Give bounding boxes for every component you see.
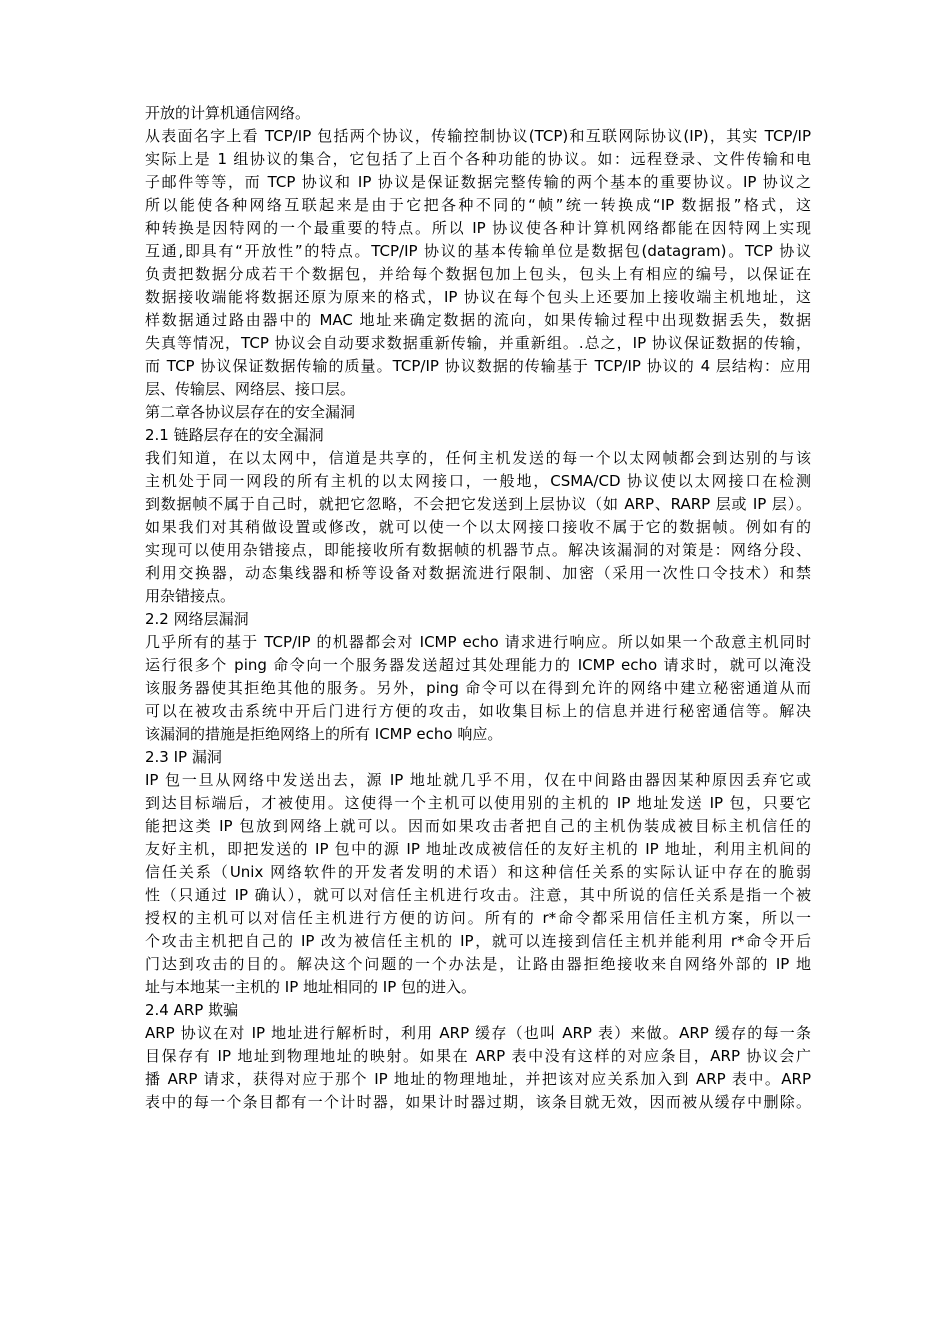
paragraph-line: 样数据通过路由器中的 MAC 地址来确定数据的流向，如果传输过程中出现数据丢失，数据 [145, 311, 811, 329]
paragraph-line: 信任关系（Unix 网络软件的开发者发明的术语）和这种信任关系的实际认证中存在的脆弱 [145, 863, 811, 881]
paragraph-line: 到达目标端后，才被使用。这使得一个主机可以使用别的主机的 IP 地址发送 IP 包，只要它 [145, 794, 811, 812]
paragraph-line: 目保存有 IP 地址到物理地址的映射。如果在 ARP 表中没有这样的对应条目，ARP 协议会广 [145, 1047, 811, 1065]
paragraph-line: 数据接收端能将数据还原为原来的格式，IP 协议在每个包头上还要加上接收端主机地址，这 [145, 288, 811, 306]
section-heading: 2.4 ARP 欺骗 [145, 1001, 239, 1019]
paragraph-line: 实际上是 1 组协议的集合，它包括了上百个各种功能的协议。如：远程登录、文件传输和电 [145, 150, 811, 168]
paragraph-line: 失真等情况，TCP 协议会自动要求数据重新传输，并重新组。.总之，IP 协议保证数据的传输， [145, 334, 811, 352]
paragraph-line: 运行很多个 ping 命令向一个服务器发送超过其处理能力的 ICMP echo 请求时，就可以淹没 [145, 656, 811, 674]
paragraph-line: 从表面名字上看 TCP/IP 包括两个协议，传输控制协议(TCP)和互联网际协议(IP)，其实 TCP/IP [145, 127, 811, 145]
paragraph-line: 主机处于同一网段的所有主机的以太网接口，一般地，CSMA/CD 协议使以太网接口在检测 [145, 472, 811, 490]
paragraph-line: 如果我们对其稍做设置或修改，就可以使一个以太网接口接收不属于它的数据帧。例如有的 [145, 518, 811, 536]
paragraph-line: 授权的主机可以对信任主机进行方便的访问。所有的 r*命令都采用信任主机方案，所以一 [145, 909, 811, 927]
paragraph-line: 用杂错接点。 [145, 587, 236, 605]
paragraph-line: 种转换是因特网的一个最重要的特点。所以 IP 协议使各种计算机网络都能在因特网上实现 [145, 219, 811, 237]
paragraph-line: 能把这类 IP 包放到网络上就可以。因而如果攻击者把自己的主机伪装成被目标主机信任的 [145, 817, 811, 835]
paragraph-line: 到数据帧不属于自己时，就把它忽略，不会把它发送到上层协议（如 ARP、RARP 层或 IP 层）。 [145, 495, 811, 513]
paragraph-line: 播 ARP 请求，获得对应于那个 IP 地址的物理地址，并把该对应关系加入到 ARP 表中。ARP [145, 1070, 811, 1088]
paragraph-line: 而 TCP 协议保证数据传输的质量。TCP/IP 协议数据的传输基于 TCP/IP 协议的 4 层结构：应用 [145, 357, 811, 375]
paragraph-line: 所以能使各种网络互联起来是由于它把各种不同的“帧”统一转换成“IP 数据报”格式，这 [145, 196, 811, 214]
paragraph-line: 实现可以使用杂错接点，即能接收所有数据帧的机器节点。解决该漏洞的对策是：网络分段、 [145, 541, 811, 559]
paragraph-line: 负责把数据分成若干个数据包，并给每个数据包加上包头，包头上有相应的编号，以保证在 [145, 265, 811, 283]
paragraph-line: 个攻击主机把自己的 IP 改为被信任主机的 IP，就可以连接到信任主机并能利用 r*命令开后 [145, 932, 811, 950]
chapter-heading: 第二章各协议层存在的安全漏洞 [145, 403, 356, 421]
paragraph-line: 子邮件等等，而 TCP 协议和 IP 协议是保证数据完整传输的两个基本的重要协议。IP 协议之 [145, 173, 811, 191]
paragraph-line: ARP 协议在对 IP 地址进行解析时，利用 ARP 缓存（也叫 ARP 表）来做。ARP 缓存的每一条 [145, 1024, 811, 1042]
paragraph-line: IP 包一旦从网络中发送出去，源 IP 地址就几乎不用，仅在中间路由器因某种原因丢弃它或 [145, 771, 811, 789]
section-heading: 2.2 网络层漏洞 [145, 610, 249, 628]
paragraph-line: 该漏洞的措施是拒绝网络上的所有 ICMP echo 响应。 [145, 725, 503, 743]
paragraph-line: 几乎所有的基于 TCP/IP 的机器都会对 ICMP echo 请求进行响应。所以如果一个敌意主机同时 [145, 633, 811, 651]
section-heading: 2.3 IP 漏洞 [145, 748, 222, 766]
paragraph-line: 层、传输层、网络层、接口层。 [145, 380, 356, 398]
paragraph-line: 表中的每一个条目都有一个计时器，如果计时器过期，该条目就无效，因而被从缓存中删除。 [145, 1093, 811, 1111]
paragraph-line: 门达到攻击的目的。解决这个问题的一个办法是，让路由器拒绝接收来自网络外部的 IP 地 [145, 955, 811, 973]
paragraph-line: 利用交换器，动态集线器和桥等设备对数据流进行限制、加密（采用一次性口令技术）和禁 [145, 564, 811, 582]
paragraph-line: 该服务器使其拒绝其他的服务。另外，ping 命令可以在得到允许的网络中建立秘密通道从而 [145, 679, 811, 697]
paragraph-line: 互通,即具有“开放性”的特点。TCP/IP 协议的基本传输单位是数据包(datagram)。TCP 协议 [145, 242, 811, 260]
document-body [145, 102, 811, 1114]
paragraph-line: 开放的计算机通信网络。 [145, 104, 311, 122]
paragraph-line: 友好主机，即把发送的 IP 包中的源 IP 地址改成被信任的友好主机的 IP 地址，利用主机间的 [145, 840, 811, 858]
section-heading: 2.1 链路层存在的安全漏洞 [145, 426, 324, 444]
paragraph-line: 性（只通过 IP 确认），就可以对信任主机进行攻击。注意，其中所说的信任关系是指一个被 [145, 886, 811, 904]
paragraph-line: 址与本地某一主机的 IP 地址相同的 IP 包的进入。 [145, 978, 477, 996]
paragraph-line: 可以在被攻击系统中开后门进行方便的攻击，如收集目标上的信息并进行秘密通信等。解决 [145, 702, 811, 720]
paragraph-line: 我们知道，在以太网中，信道是共享的，任何主机发送的每一个以太网帧都会到达别的与该 [145, 449, 811, 467]
